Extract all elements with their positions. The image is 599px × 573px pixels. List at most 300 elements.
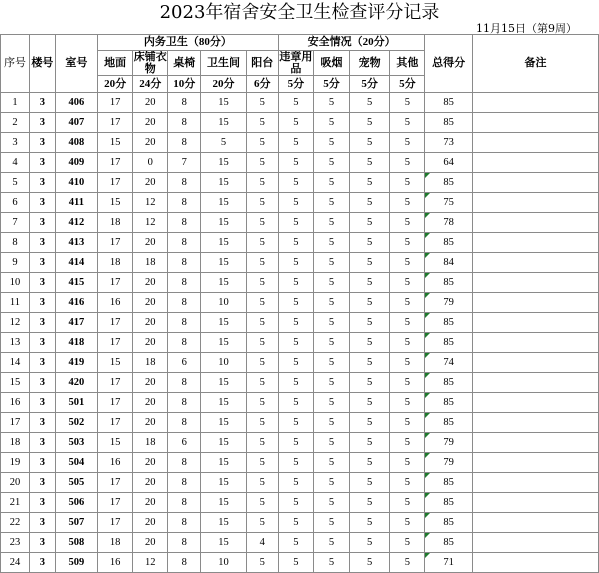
cell-building bbox=[29, 493, 55, 513]
cell-bed-text: 20 bbox=[144, 417, 156, 428]
cell-pet-text: 5 bbox=[367, 197, 373, 208]
cell-building-text: 3 bbox=[39, 457, 45, 468]
cell-building bbox=[29, 253, 55, 273]
cell-floor-text: 16 bbox=[109, 457, 121, 468]
cell-smoking-text: 5 bbox=[328, 397, 335, 408]
cell-building bbox=[29, 453, 55, 473]
cell-building-text: 3 bbox=[39, 237, 45, 248]
cell-balcony-text: 5 bbox=[259, 137, 265, 148]
table-row bbox=[1, 533, 599, 553]
cell-total bbox=[425, 193, 473, 213]
cell-pet bbox=[350, 533, 390, 553]
cell-violation-text: 5 bbox=[293, 117, 299, 128]
cell-seq bbox=[1, 153, 30, 173]
cell-room bbox=[55, 333, 97, 353]
cell-balcony-text: 5 bbox=[259, 177, 265, 188]
cell-room bbox=[55, 413, 97, 433]
cell-desk-text: 8 bbox=[181, 317, 187, 328]
table-row bbox=[1, 393, 599, 413]
cell-room bbox=[55, 373, 97, 393]
cell-room-text: 505 bbox=[68, 477, 85, 488]
cell-room-text: 407 bbox=[68, 117, 85, 128]
cell-bed-text: 20 bbox=[144, 237, 156, 248]
cell-other bbox=[390, 213, 425, 233]
cell-floor-text: 17 bbox=[109, 477, 121, 488]
cell-bath-text: 5 bbox=[220, 137, 227, 148]
cell-smoking-text: 5 bbox=[328, 477, 335, 488]
cell-building-text: 3 bbox=[39, 317, 45, 328]
cell-total-text: 85 bbox=[443, 317, 454, 328]
cell-seq bbox=[1, 313, 30, 333]
cell-bed bbox=[133, 113, 168, 133]
cell-total-text: 85 bbox=[443, 497, 454, 508]
cell-other bbox=[390, 393, 425, 413]
cell-bed-text: 12 bbox=[144, 217, 156, 228]
cell-total bbox=[425, 313, 473, 333]
points-other: 5分 bbox=[390, 76, 425, 93]
cell-balcony bbox=[246, 353, 278, 373]
cell-smoking bbox=[313, 453, 349, 473]
cell-pet-text: 5 bbox=[367, 457, 373, 468]
cell-note-marker-icon bbox=[425, 293, 430, 298]
cell-smoking-text: 5 bbox=[328, 457, 335, 468]
cell-balcony bbox=[246, 113, 278, 133]
cell-remark bbox=[472, 113, 598, 133]
header-floor: 地面 bbox=[98, 51, 133, 76]
cell-room-text: 506 bbox=[68, 497, 85, 508]
cell-bath-text: 15 bbox=[218, 117, 229, 128]
cell-other bbox=[390, 313, 425, 333]
cell-other-text: 5 bbox=[404, 97, 410, 108]
header-safety-group: 安全情况（20分） bbox=[278, 35, 425, 51]
cell-seq-text: 6 bbox=[12, 197, 18, 208]
cell-bed-text: 18 bbox=[144, 357, 156, 368]
cell-floor bbox=[98, 473, 133, 493]
cell-pet bbox=[350, 133, 390, 153]
cell-violation bbox=[278, 473, 313, 493]
cell-total-text: 79 bbox=[443, 457, 454, 468]
cell-pet bbox=[350, 433, 390, 453]
cell-other-text: 5 bbox=[404, 317, 410, 328]
cell-floor-text: 17 bbox=[109, 397, 121, 408]
cell-floor bbox=[98, 113, 133, 133]
cell-note-marker-icon bbox=[425, 353, 430, 358]
cell-pet bbox=[350, 473, 390, 493]
cell-bath bbox=[201, 513, 246, 533]
cell-smoking bbox=[313, 133, 349, 153]
cell-total bbox=[425, 513, 473, 533]
cell-bath-text: 15 bbox=[218, 257, 229, 268]
cell-seq-text: 4 bbox=[12, 157, 18, 168]
cell-remark bbox=[472, 553, 598, 573]
cell-note-marker-icon bbox=[425, 393, 430, 398]
cell-building-text: 3 bbox=[39, 497, 45, 508]
cell-bed-text: 20 bbox=[144, 317, 156, 328]
cell-balcony-text: 5 bbox=[259, 117, 265, 128]
header-total: 总得分 bbox=[425, 35, 473, 93]
cell-balcony-text: 5 bbox=[259, 317, 265, 328]
cell-remark bbox=[472, 333, 598, 353]
cell-floor bbox=[98, 393, 133, 413]
cell-seq-text: 18 bbox=[9, 437, 21, 448]
cell-desk bbox=[168, 253, 201, 273]
cell-bed bbox=[133, 133, 168, 153]
cell-bed bbox=[133, 413, 168, 433]
cell-bath bbox=[201, 193, 246, 213]
points-violation: 5分 bbox=[278, 76, 313, 93]
cell-desk bbox=[168, 533, 201, 553]
cell-pet-text: 5 bbox=[367, 217, 373, 228]
cell-floor-text: 15 bbox=[109, 137, 121, 148]
header-smoking: 吸烟 bbox=[313, 51, 349, 76]
cell-balcony bbox=[246, 493, 278, 513]
cell-other-text: 5 bbox=[404, 337, 410, 348]
cell-remark bbox=[472, 413, 598, 433]
cell-seq bbox=[1, 213, 30, 233]
cell-building-text: 3 bbox=[39, 97, 45, 108]
cell-violation-text: 5 bbox=[293, 477, 299, 488]
cell-note-marker-icon bbox=[425, 513, 430, 518]
cell-floor-text: 17 bbox=[109, 237, 121, 248]
cell-smoking-text: 5 bbox=[328, 297, 335, 308]
cell-desk bbox=[168, 513, 201, 533]
cell-note-marker-icon bbox=[425, 533, 430, 538]
cell-total bbox=[425, 493, 473, 513]
cell-balcony bbox=[246, 213, 278, 233]
cell-bath bbox=[201, 493, 246, 513]
cell-bed-text: 20 bbox=[144, 277, 156, 288]
cell-desk-text: 8 bbox=[181, 217, 187, 228]
cell-note-marker-icon bbox=[425, 213, 430, 218]
cell-total bbox=[425, 433, 473, 453]
cell-room-text: 507 bbox=[68, 517, 85, 528]
cell-bed bbox=[133, 93, 168, 113]
cell-total-text: 85 bbox=[443, 237, 454, 248]
cell-room-text: 509 bbox=[68, 557, 85, 568]
cell-seq bbox=[1, 413, 30, 433]
cell-pet-text: 5 bbox=[367, 97, 373, 108]
cell-building bbox=[29, 313, 55, 333]
cell-violation-text: 5 bbox=[293, 437, 299, 448]
cell-other bbox=[390, 553, 425, 573]
cell-remark bbox=[472, 213, 598, 233]
cell-violation-text: 5 bbox=[293, 557, 299, 568]
cell-balcony-text: 5 bbox=[259, 157, 265, 168]
cell-desk bbox=[168, 293, 201, 313]
cell-smoking-text: 5 bbox=[328, 557, 335, 568]
cell-smoking bbox=[313, 193, 349, 213]
cell-violation bbox=[278, 513, 313, 533]
header-remark: 备注 bbox=[472, 35, 598, 93]
cell-seq-text: 3 bbox=[12, 137, 18, 148]
cell-room bbox=[55, 253, 97, 273]
cell-smoking bbox=[313, 413, 349, 433]
cell-room-text: 406 bbox=[68, 97, 85, 108]
cell-violation-text: 5 bbox=[293, 397, 299, 408]
cell-desk-text: 8 bbox=[181, 477, 187, 488]
cell-room bbox=[55, 533, 97, 553]
table-row bbox=[1, 93, 599, 113]
cell-room bbox=[55, 473, 97, 493]
inspection-date: 11月15日（第9周） bbox=[476, 22, 577, 35]
cell-seq bbox=[1, 133, 30, 153]
cell-desk-text: 8 bbox=[181, 197, 187, 208]
table-row bbox=[1, 473, 599, 493]
cell-room-text: 414 bbox=[68, 257, 85, 268]
cell-remark bbox=[472, 533, 598, 553]
cell-total bbox=[425, 153, 473, 173]
cell-smoking-text: 5 bbox=[328, 177, 335, 188]
cell-smoking-text: 5 bbox=[328, 437, 335, 448]
cell-other bbox=[390, 233, 425, 253]
table-row bbox=[1, 553, 599, 573]
cell-other bbox=[390, 133, 425, 153]
cell-bed-text: 20 bbox=[144, 177, 156, 188]
cell-room-text: 418 bbox=[68, 337, 85, 348]
cell-bed bbox=[133, 173, 168, 193]
cell-other bbox=[390, 153, 425, 173]
cell-note-marker-icon bbox=[425, 273, 430, 278]
cell-smoking bbox=[313, 153, 349, 173]
cell-balcony-text: 5 bbox=[259, 557, 265, 568]
header-seq: 序号 bbox=[1, 35, 30, 93]
cell-floor-text: 18 bbox=[109, 217, 121, 228]
points-bed: 24分 bbox=[133, 76, 168, 93]
cell-bath-text: 15 bbox=[218, 497, 229, 508]
score-table bbox=[0, 34, 599, 573]
cell-floor bbox=[98, 313, 133, 333]
cell-balcony bbox=[246, 373, 278, 393]
cell-other-text: 5 bbox=[404, 537, 410, 548]
cell-room-text: 503 bbox=[68, 437, 85, 448]
cell-building bbox=[29, 533, 55, 553]
cell-smoking bbox=[313, 533, 349, 553]
cell-violation bbox=[278, 433, 313, 453]
cell-bath-text: 15 bbox=[218, 177, 229, 188]
cell-desk bbox=[168, 233, 201, 253]
cell-desk-text: 8 bbox=[181, 417, 187, 428]
cell-bed bbox=[133, 293, 168, 313]
cell-balcony bbox=[246, 453, 278, 473]
cell-pet bbox=[350, 293, 390, 313]
cell-pet bbox=[350, 233, 390, 253]
cell-smoking-text: 5 bbox=[328, 117, 335, 128]
cell-building-text: 3 bbox=[39, 157, 45, 168]
cell-note-marker-icon bbox=[425, 333, 430, 338]
cell-other bbox=[390, 413, 425, 433]
cell-violation bbox=[278, 233, 313, 253]
cell-smoking bbox=[313, 333, 349, 353]
cell-violation-text: 5 bbox=[293, 157, 299, 168]
cell-seq-text: 2 bbox=[12, 117, 18, 128]
cell-violation bbox=[278, 113, 313, 133]
cell-pet-text: 5 bbox=[367, 477, 373, 488]
cell-bed-text: 0 bbox=[147, 157, 153, 168]
cell-bed bbox=[133, 453, 168, 473]
cell-total bbox=[425, 93, 473, 113]
cell-smoking-text: 5 bbox=[328, 497, 335, 508]
cell-pet bbox=[350, 113, 390, 133]
cell-violation bbox=[278, 293, 313, 313]
cell-desk-text: 8 bbox=[181, 177, 187, 188]
cell-bath bbox=[201, 353, 246, 373]
cell-remark bbox=[472, 293, 598, 313]
cell-bath bbox=[201, 473, 246, 493]
cell-bath bbox=[201, 293, 246, 313]
cell-desk bbox=[168, 353, 201, 373]
cell-violation bbox=[278, 493, 313, 513]
cell-total bbox=[425, 473, 473, 493]
cell-pet bbox=[350, 513, 390, 533]
cell-room bbox=[55, 233, 97, 253]
cell-building-text: 3 bbox=[39, 217, 45, 228]
cell-building-text: 3 bbox=[39, 397, 45, 408]
cell-smoking-text: 5 bbox=[328, 537, 335, 548]
cell-other bbox=[390, 333, 425, 353]
cell-floor-text: 17 bbox=[109, 497, 121, 508]
cell-smoking bbox=[313, 493, 349, 513]
cell-building bbox=[29, 153, 55, 173]
cell-pet-text: 5 bbox=[367, 117, 373, 128]
cell-building bbox=[29, 353, 55, 373]
cell-smoking bbox=[313, 553, 349, 573]
cell-seq-text: 11 bbox=[9, 297, 21, 308]
cell-smoking-text: 5 bbox=[328, 257, 335, 268]
cell-pet bbox=[350, 213, 390, 233]
cell-total-text: 78 bbox=[443, 217, 454, 228]
cell-pet-text: 5 bbox=[367, 157, 373, 168]
cell-bath-text: 15 bbox=[218, 217, 229, 228]
cell-smoking-text: 5 bbox=[328, 417, 335, 428]
cell-other bbox=[390, 193, 425, 213]
cell-smoking-text: 5 bbox=[328, 137, 335, 148]
cell-violation bbox=[278, 153, 313, 173]
cell-violation-text: 5 bbox=[293, 257, 299, 268]
sheet-title: 2023年宿舍安全卫生检查评分记录 bbox=[159, 2, 440, 23]
cell-violation-text: 5 bbox=[293, 337, 299, 348]
cell-building-text: 3 bbox=[39, 357, 45, 368]
cell-bath-text: 10 bbox=[218, 297, 229, 308]
table-row bbox=[1, 193, 599, 213]
cell-bath-text: 15 bbox=[218, 277, 229, 288]
cell-total bbox=[425, 393, 473, 413]
cell-floor bbox=[98, 93, 133, 113]
cell-total bbox=[425, 353, 473, 373]
cell-room-text: 508 bbox=[68, 537, 85, 548]
cell-pet bbox=[350, 173, 390, 193]
cell-bath bbox=[201, 533, 246, 553]
cell-room bbox=[55, 293, 97, 313]
cell-smoking-text: 5 bbox=[328, 157, 335, 168]
cell-note-marker-icon bbox=[425, 553, 430, 558]
cell-seq bbox=[1, 273, 30, 293]
cell-note-marker-icon bbox=[425, 473, 430, 478]
cell-seq bbox=[1, 393, 30, 413]
points-balcony: 6分 bbox=[246, 76, 278, 93]
cell-smoking-text: 5 bbox=[328, 357, 335, 368]
table-row bbox=[1, 353, 599, 373]
cell-desk bbox=[168, 433, 201, 453]
cell-remark bbox=[472, 173, 598, 193]
cell-seq bbox=[1, 453, 30, 473]
cell-room-text: 501 bbox=[68, 397, 85, 408]
cell-seq bbox=[1, 193, 30, 213]
cell-bed-text: 12 bbox=[144, 557, 156, 568]
cell-bed bbox=[133, 393, 168, 413]
cell-balcony bbox=[246, 333, 278, 353]
cell-seq bbox=[1, 433, 30, 453]
cell-bed-text: 20 bbox=[144, 517, 156, 528]
cell-violation-text: 5 bbox=[293, 537, 299, 548]
cell-room bbox=[55, 313, 97, 333]
cell-note-marker-icon bbox=[425, 313, 430, 318]
cell-floor bbox=[98, 253, 133, 273]
cell-bath bbox=[201, 273, 246, 293]
table-row bbox=[1, 113, 599, 133]
cell-balcony-text: 5 bbox=[259, 517, 265, 528]
cell-balcony bbox=[246, 393, 278, 413]
cell-total-text: 85 bbox=[443, 377, 454, 388]
cell-bed bbox=[133, 493, 168, 513]
cell-room bbox=[55, 433, 97, 453]
cell-floor-text: 17 bbox=[109, 317, 121, 328]
cell-bed-text: 20 bbox=[144, 497, 156, 508]
cell-room bbox=[55, 493, 97, 513]
cell-pet-text: 5 bbox=[367, 557, 373, 568]
cell-seq-text: 8 bbox=[12, 237, 18, 248]
cell-bath bbox=[201, 373, 246, 393]
points-smoking: 5分 bbox=[313, 76, 349, 93]
cell-building bbox=[29, 113, 55, 133]
cell-building-text: 3 bbox=[39, 277, 45, 288]
table-row bbox=[1, 333, 599, 353]
cell-balcony bbox=[246, 153, 278, 173]
cell-smoking bbox=[313, 273, 349, 293]
cell-remark bbox=[472, 373, 598, 393]
cell-building bbox=[29, 173, 55, 193]
cell-total-text: 85 bbox=[443, 537, 454, 548]
cell-bed-text: 12 bbox=[144, 197, 156, 208]
cell-bath-text: 15 bbox=[218, 337, 229, 348]
cell-total bbox=[425, 253, 473, 273]
cell-balcony bbox=[246, 413, 278, 433]
cell-balcony-text: 5 bbox=[259, 97, 265, 108]
cell-bed-text: 18 bbox=[144, 257, 156, 268]
cell-violation bbox=[278, 453, 313, 473]
cell-note-marker-icon bbox=[425, 453, 430, 458]
cell-building bbox=[29, 513, 55, 533]
cell-balcony-text: 5 bbox=[259, 297, 265, 308]
cell-bed-text: 20 bbox=[144, 377, 156, 388]
cell-building-text: 3 bbox=[39, 417, 45, 428]
cell-balcony-text: 5 bbox=[259, 277, 265, 288]
cell-building bbox=[29, 93, 55, 113]
cell-building-text: 3 bbox=[39, 257, 45, 268]
cell-desk bbox=[168, 173, 201, 193]
cell-smoking bbox=[313, 93, 349, 113]
cell-other bbox=[390, 533, 425, 553]
cell-building-text: 3 bbox=[39, 517, 45, 528]
cell-desk-text: 8 bbox=[181, 257, 187, 268]
cell-desk-text: 8 bbox=[181, 457, 187, 468]
cell-violation-text: 5 bbox=[293, 97, 299, 108]
cell-violation bbox=[278, 533, 313, 553]
cell-pet bbox=[350, 313, 390, 333]
cell-note-marker-icon bbox=[425, 173, 430, 178]
cell-balcony bbox=[246, 553, 278, 573]
cell-total-text: 84 bbox=[443, 257, 454, 268]
cell-bed-text: 20 bbox=[144, 337, 156, 348]
